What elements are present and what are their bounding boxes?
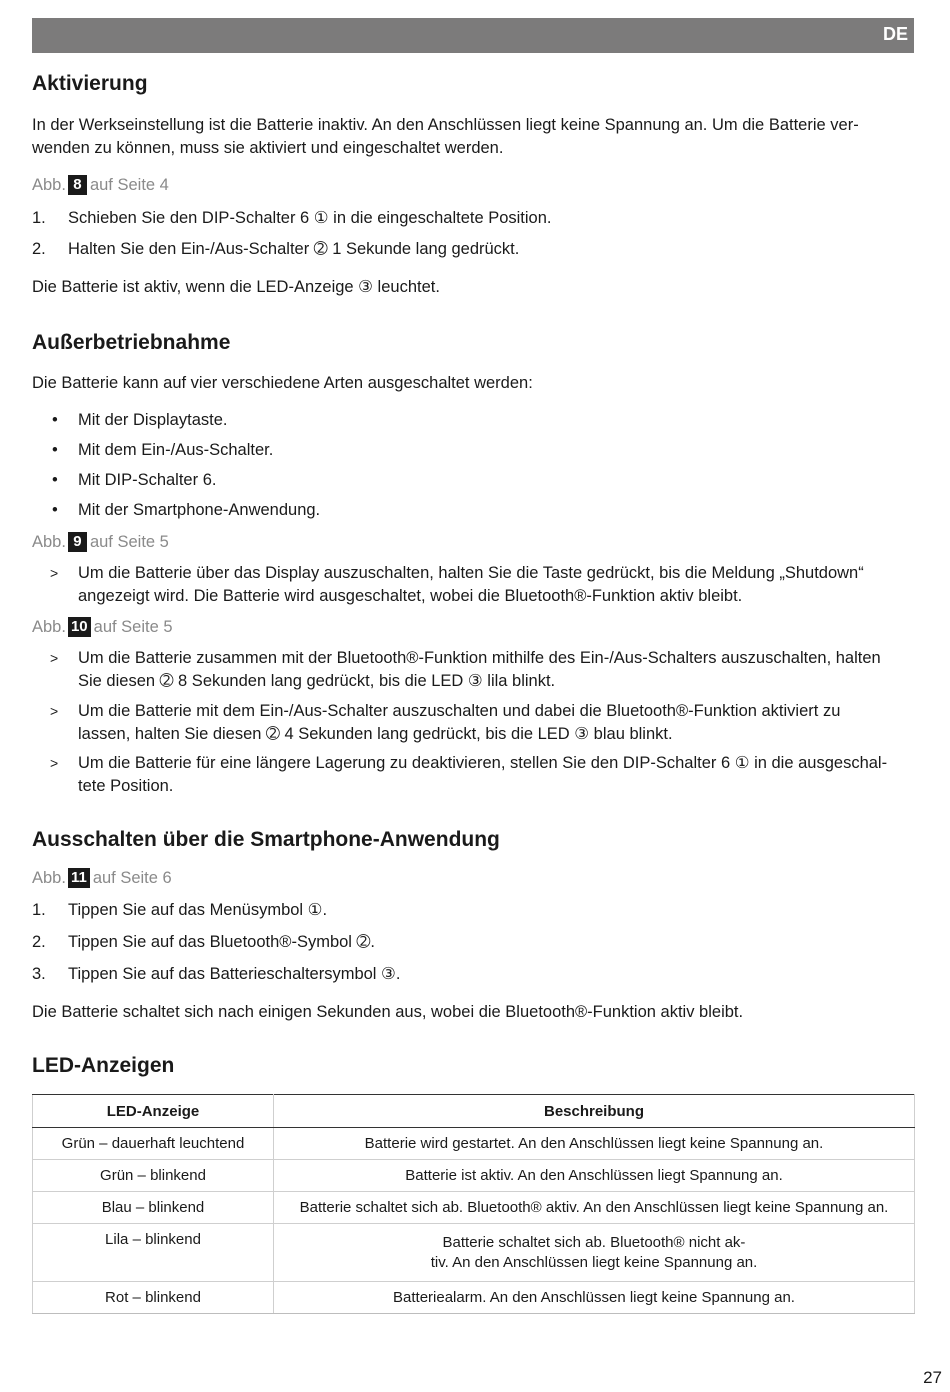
- arrow-text: Um die Batterie mit dem Ein-/Aus-Schalter auszuschalten und dabei die Bluetooth®-Funktion aktiviert zu lassen, halten Sie diesen ➁ 4 Sekunden lang gedrückt, bis die LED ③ blau blinkt.: [78, 702, 841, 743]
- step-number: 1.: [32, 209, 46, 227]
- figure-number-badge: 9: [68, 532, 87, 552]
- table-header-row: [33, 1095, 915, 1128]
- language-header-bar: [32, 18, 914, 53]
- arrow-item: [50, 647, 914, 693]
- figure-number-badge: 10: [68, 617, 91, 637]
- arrow-marker-icon: >: [50, 650, 59, 666]
- figure-reference-11: [32, 868, 172, 888]
- figure-reference-10: [32, 617, 173, 637]
- arrow-item: [50, 752, 914, 798]
- paragraph-ausserbetrieb-intro: Die Batterie kann auf vier verschiedene Arten ausgeschaltet werden:: [32, 374, 533, 392]
- bullet-dot: •: [52, 411, 58, 429]
- heading-led-anzeigen: LED-Anzeigen: [32, 1054, 175, 1077]
- bullet-text: Mit der Smartphone-Anwendung.: [78, 501, 321, 519]
- step-text: Halten Sie den Ein-/Aus-Schalter ➁ 1 Sekunde lang gedrückt.: [68, 240, 520, 258]
- led-anzeige-cell: Blau – blinkend: [33, 1192, 274, 1224]
- table-row: [33, 1282, 915, 1314]
- arrow-text: Um die Batterie zusammen mit der Bluetooth®-Funktion mithilfe des Ein-/Aus-Schalters auszuschalten, halten Sie diesen ➁ 8 Sekunden lang gedrückt, bis die LED ③ lila blinkt.: [78, 649, 881, 690]
- table-row: [33, 1128, 915, 1160]
- intro-line-2: wenden zu können, muss sie aktiviert und eingeschaltet werden.: [32, 139, 504, 157]
- bullet-item: [52, 469, 216, 492]
- step-text: Tippen Sie auf das Bluetooth®-Symbol ➁.: [68, 933, 375, 951]
- table-row: [33, 1160, 915, 1192]
- abb-page: auf Seite 5: [89, 533, 169, 551]
- arrow-marker-icon: >: [50, 703, 59, 719]
- column-header: LED-Anzeige: [33, 1095, 274, 1128]
- step-text: Schieben Sie den DIP-Schalter 6 ① in die eingeschaltete Position.: [68, 209, 552, 227]
- paragraph-smartphone-result: Die Batterie schaltet sich nach einigen Sekunden aus, wobei die Bluetooth®-Funktion aktiv bleibt.: [32, 1003, 744, 1021]
- heading-smartphone: Ausschalten über die Smartphone-Anwendung: [32, 828, 500, 851]
- step-number: 2.: [32, 240, 46, 258]
- bullet-text: Mit der Displaytaste.: [78, 411, 228, 429]
- table-row: [33, 1192, 915, 1224]
- beschreibung-cell: Batterie wird gestartet. An den Anschlüssen liegt keine Spannung an.: [274, 1128, 915, 1160]
- beschreibung-cell: Batterie schaltet sich ab. Bluetooth® aktiv. An den Anschlüssen liegt keine Spannung an.: [274, 1192, 915, 1224]
- step-number: 3.: [32, 965, 46, 983]
- arrow-item: [50, 700, 914, 746]
- step-3: [32, 963, 400, 986]
- step-number: 1.: [32, 901, 46, 919]
- paragraph-aktivierung-result: Die Batterie ist aktiv, wenn die LED-Anzeige ③ leuchtet.: [32, 278, 440, 296]
- arrow-item: [50, 562, 914, 608]
- arrow-marker-icon: >: [50, 565, 59, 581]
- abb-label: Abb.: [32, 869, 66, 887]
- step-2: [32, 931, 375, 954]
- led-anzeige-cell: Grün – blinkend: [33, 1160, 274, 1192]
- bullet-dot: •: [52, 441, 58, 459]
- bullet-text: Mit DIP-Schalter 6.: [78, 471, 217, 489]
- figure-number-badge: 11: [68, 868, 90, 888]
- page-number: 27: [923, 1368, 942, 1387]
- beschreibung-cell: Batteriealarm. An den Anschlüssen liegt keine Spannung an.: [274, 1282, 915, 1314]
- figure-reference-8: [32, 175, 169, 195]
- beschreibung-cell: Batterie schaltet sich ab. Bluetooth® nicht ak- tiv. An den Anschlüssen liegt keine Spannung an.: [274, 1224, 915, 1282]
- step-number: 2.: [32, 933, 46, 951]
- led-anzeige-cell: Lila – blinkend: [33, 1224, 274, 1282]
- step-1: [32, 207, 552, 230]
- abb-page: auf Seite 4: [89, 176, 169, 194]
- led-anzeige-cell: Rot – blinkend: [33, 1282, 274, 1314]
- bullet-dot: •: [52, 471, 58, 489]
- heading-aktivierung: Aktivierung: [32, 72, 148, 95]
- abb-page: auf Seite 6: [92, 869, 172, 887]
- step-1: [32, 899, 327, 922]
- abb-label: Abb.: [32, 533, 66, 551]
- arrow-text: Um die Batterie über das Display auszuschalten, halten Sie die Taste gedrückt, bis die Meldung „Shutdown“ angezeigt wird. Die Batterie wird ausgeschaltet, wobei die Bluetooth®-Funktion aktiv bleibt.: [78, 564, 864, 605]
- abb-label: Abb.: [32, 176, 66, 194]
- bullet-dot: •: [52, 501, 58, 519]
- arrow-marker-icon: >: [50, 755, 59, 771]
- bullet-item: [52, 439, 273, 462]
- bullet-text: Mit dem Ein-/Aus-Schalter.: [78, 441, 274, 459]
- abb-label: Abb.: [32, 618, 66, 636]
- figure-reference-9: [32, 532, 169, 552]
- table-row: [33, 1224, 915, 1282]
- language-code: DE: [882, 24, 908, 44]
- intro-line-1: In der Werkseinstellung ist die Batterie inaktiv. An den Anschlüssen liegt keine Spannung an. Um die Batterie ver-: [32, 116, 859, 134]
- column-header: Beschreibung: [274, 1095, 915, 1128]
- arrow-text: Um die Batterie für eine längere Lagerung zu deaktivieren, stellen Sie den DIP-Schalter 6 ① in die ausgeschal- tete Position.: [78, 754, 888, 795]
- figure-number-badge: 8: [68, 175, 87, 195]
- step-text: Tippen Sie auf das Batterieschaltersymbol ③.: [68, 965, 401, 983]
- heading-ausserbetriebnahme: Außerbetriebnahme: [32, 331, 231, 354]
- led-anzeige-cell: Grün – dauerhaft leuchtend: [33, 1128, 274, 1160]
- bullet-item: [52, 499, 320, 522]
- paragraph-aktivierung-intro: [32, 114, 914, 160]
- step-2: [32, 238, 519, 261]
- bullet-item: [52, 409, 227, 432]
- step-text: Tippen Sie auf das Menüsymbol ①.: [68, 901, 328, 919]
- led-table: [32, 1094, 915, 1314]
- abb-page: auf Seite 5: [93, 618, 173, 636]
- beschreibung-cell: Batterie ist aktiv. An den Anschlüssen liegt Spannung an.: [274, 1160, 915, 1192]
